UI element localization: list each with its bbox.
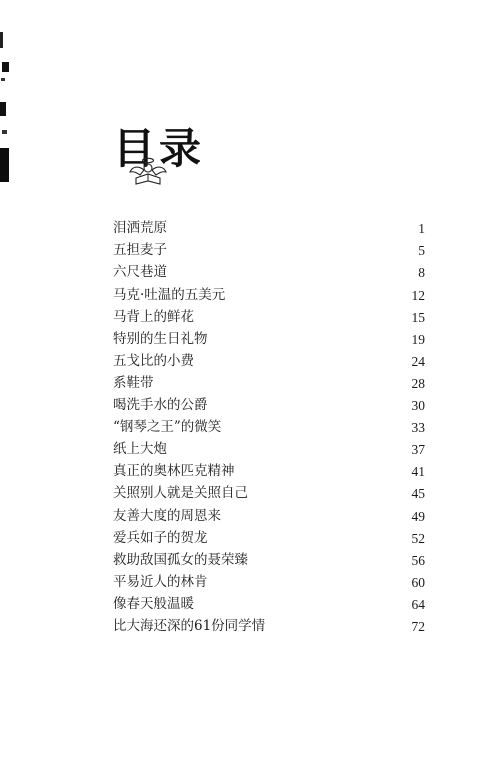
toc-entry-title: 五担麦子 — [113, 242, 167, 259]
toc-entry-title: 爱兵如子的贺龙 — [113, 529, 208, 546]
toc-entry[interactable] — [113, 461, 425, 483]
toc-entry-page-number: 15 — [411, 309, 425, 325]
toc-entry-title: 纸上大炮 — [113, 441, 167, 458]
toc-entry-page-number: 33 — [411, 420, 425, 436]
toc-entry-page-number: 72 — [411, 618, 425, 634]
toc-entry-page-number: 5 — [418, 243, 425, 259]
toc-entry[interactable] — [113, 505, 425, 527]
toc-entry-page-number: 45 — [411, 486, 425, 502]
toc-entry-page-number: 52 — [411, 530, 425, 546]
toc-entry[interactable] — [113, 262, 425, 284]
toc-entry[interactable] — [113, 417, 425, 439]
toc-entry-page-number: 37 — [411, 442, 425, 458]
toc-entry-title: 特别的生日礼物 — [113, 330, 208, 347]
toc-entry-title: 喝洗手水的公爵 — [113, 397, 208, 414]
page-title: 目录 — [113, 124, 206, 174]
toc-entry[interactable] — [113, 483, 425, 505]
toc-entry-page-number: 56 — [411, 552, 425, 568]
toc-entry-title: “钢琴之王”的微笑 — [113, 419, 222, 436]
toc-entry-page-number: 8 — [418, 265, 425, 281]
toc-entry-title: 马背上的鲜花 — [113, 308, 194, 325]
toc-entry-title: 关照别人就是关照自己 — [113, 485, 248, 502]
toc-entry-page-number: 64 — [411, 596, 425, 612]
angel-book-icon — [128, 156, 168, 188]
toc-entry-title: 救助敌国孤女的聂荣臻 — [113, 551, 248, 568]
toc-entry-page-number: 24 — [411, 353, 425, 369]
toc-entry-page-number: 1 — [418, 221, 425, 237]
toc-entry-page-number: 28 — [411, 375, 425, 391]
toc-entry-title: 马克·吐温的五美元 — [113, 286, 226, 303]
toc-entry[interactable] — [113, 395, 425, 417]
toc-entry[interactable] — [113, 616, 425, 638]
toc-entry[interactable] — [113, 549, 425, 571]
toc-entry-title: 五戈比的小费 — [113, 352, 194, 369]
table-of-contents — [113, 218, 425, 638]
toc-entry-title: 系鞋带 — [113, 374, 154, 391]
toc-entry-page-number: 41 — [411, 464, 425, 480]
toc-entry[interactable] — [113, 351, 425, 373]
toc-entry[interactable] — [113, 373, 425, 395]
toc-entry[interactable] — [113, 439, 425, 461]
toc-entry-page-number: 19 — [411, 331, 425, 347]
toc-entry[interactable] — [113, 218, 425, 240]
toc-entry-title: 比大海还深的61份同学情 — [113, 617, 266, 634]
toc-entry[interactable] — [113, 572, 425, 594]
toc-entry[interactable] — [113, 527, 425, 549]
scan-edge-marks — [0, 20, 14, 190]
toc-entry[interactable] — [113, 240, 425, 262]
toc-entry[interactable] — [113, 306, 425, 328]
toc-entry[interactable] — [113, 594, 425, 616]
toc-entry-title: 友善大度的周恩来 — [113, 507, 221, 524]
toc-entry-page-number: 30 — [411, 398, 425, 414]
toc-entry-title: 六尺巷道 — [113, 264, 167, 281]
toc-entry-title: 泪洒荒原 — [113, 220, 167, 237]
toc-entry-title: 平易近人的林肯 — [113, 573, 208, 590]
toc-entry-title: 像春天般温暖 — [113, 595, 194, 612]
toc-entry-page-number: 12 — [411, 287, 425, 303]
toc-entry-page-number: 49 — [411, 508, 425, 524]
toc-entry-page-number: 60 — [411, 574, 425, 590]
toc-entry-title: 真正的奥林匹克精神 — [113, 463, 235, 480]
toc-entry[interactable] — [113, 328, 425, 350]
toc-entry[interactable] — [113, 284, 425, 306]
